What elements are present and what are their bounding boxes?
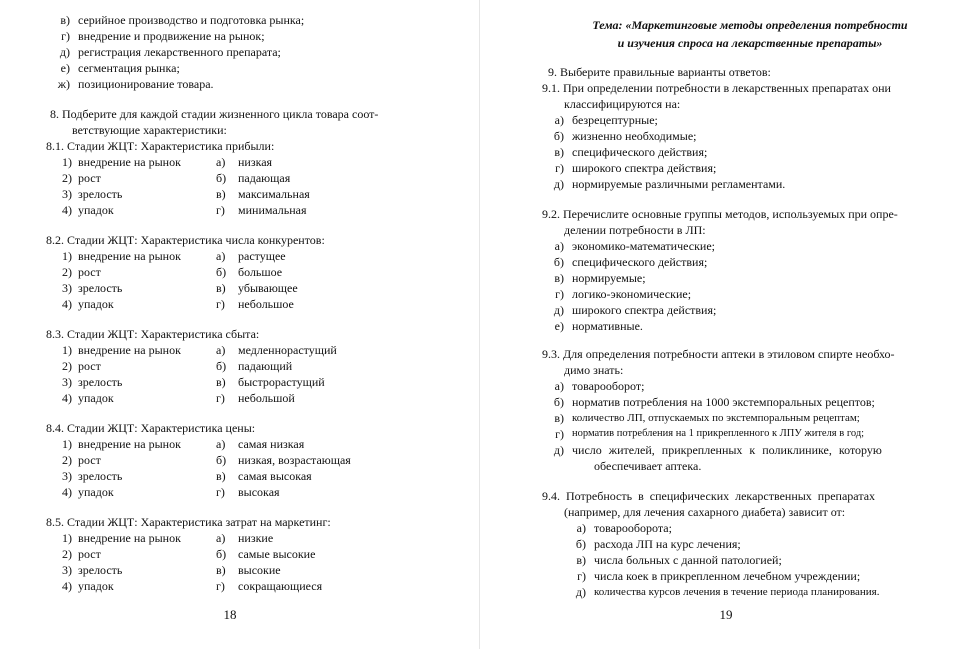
stage-8-4 <box>46 420 426 500</box>
list-item: а) товарооборот; <box>554 379 645 393</box>
list-item: г) числа коек в прикрепленном лечебном учреждении; <box>577 569 861 583</box>
top-list <box>46 12 304 92</box>
list-item: д) количества курсов лечения в течение периода планирования. <box>575 585 880 599</box>
stage-title: 8.5. Стадии ЖЦТ: Характеристика затрат на маркетинг: <box>46 515 331 529</box>
question-9-3: 9.3. Для определения потребности аптеки в этиловом спирте необхо- димо знать: а) товарооборот; б) норматив потребления на 1000 экстемпоральных рецептов; в) количество ЛП, отпускаемых по экстемпоральным рецептам; г) норматив потребления на 1 прикрепленного к ЛПУ жителя в год; д) число жителей, прикрепленных к поликлинике, которую обеспечивает аптека. <box>542 346 920 474</box>
stage-title: 8.4. Стадии ЖЦТ: Характеристика цены: <box>46 421 256 435</box>
question-9-2: 9.2. Перечислите основные группы методов, используемых при опре- делении потребности в ЛП: а) экономико-математические; б) специфического действия; в) нормируемые; г) логико-экономические; д) широкого спектра действия; е) нормативные. <box>542 206 920 334</box>
table-row: 1) внедрение на рынок а) медленнорастущий <box>62 343 337 357</box>
table-row: 3) зрелость в) быстрорастущий <box>62 375 325 389</box>
table-row: 3) зрелость в) убывающее <box>62 281 298 295</box>
table-row: 4) упадок г) небольшой <box>62 391 295 405</box>
list-item: д) нормируемые различными регламентами. <box>553 177 786 191</box>
list-item: в) числа больных с данной патологией; <box>576 553 782 567</box>
table-row: 1) внедрение на рынок а) низкая <box>62 155 273 169</box>
question-9 <box>542 64 920 80</box>
list-item: б) жизненно необходимые; <box>553 129 697 143</box>
theme-title <box>560 16 940 52</box>
list-item: в) нормируемые; <box>554 271 646 285</box>
question-9-4: 9.4. Потребность в специфических лекарственных препаратах (например, для лечения сахарного диабета) зависит от: а) товарооборота; б) расхода ЛП на курс лечения; в) числа больных с данной патологией; г) числа коек в прикрепленном лечебном учреждении; д) количества курсов лечения в течение периода планирования. <box>542 488 920 600</box>
list-item: в) серийное производство и подготовка рынка; <box>60 13 305 27</box>
list-item: е) сегментация рынка; <box>60 61 180 75</box>
list-item: б) специфического действия; <box>553 255 708 269</box>
table-row: 3) зрелость в) самая высокая <box>62 469 312 483</box>
table-row: 2) рост б) низкая, возрастающая <box>62 453 351 467</box>
stage-8-2 <box>46 232 426 312</box>
list-item-continuation: обеспечивает аптека. <box>594 459 702 473</box>
table-row: 4) упадок г) сокращающиеся <box>62 579 323 593</box>
list-item: в) количество ЛП, отпускаемых по экстемпоральным рецептам; <box>554 411 860 425</box>
question-8-line1: 8. Подберите для каждой стадии жизненного цикла товара соот- <box>50 107 379 121</box>
list-item: г) норматив потребления на 1 прикрепленного к ЛПУ жителя в год; <box>555 427 865 441</box>
list-item: д) широкого спектра действия; <box>553 303 717 317</box>
list-item: д) регистрация лекарственного препарата; <box>59 45 281 59</box>
table-row: 2) рост б) падающий <box>62 359 293 373</box>
theme-line-1: Тема: «Маркетинговые методы определения потребности <box>592 18 908 32</box>
question-9-1: 9.1. При определении потребности в лекарственных препаратах они классифицируются на: а) безрецептурные; б) жизненно необходимые; в) специфического действия; г) широкого спектра действия; д) нормируемые различными регламентами. <box>542 80 920 192</box>
list-item: а) товарооборота; <box>576 521 672 535</box>
list-item: ж) позиционирование товара. <box>57 77 214 91</box>
page-number: 19 <box>719 607 733 622</box>
table-row: 4) упадок г) высокая <box>62 485 280 499</box>
stage-title: 8.1. Стадии ЖЦТ: Характеристика прибыли: <box>46 139 275 153</box>
table-row: 2) рост б) большое <box>62 265 283 279</box>
list-item: д) число жителей, прикрепленных к поликлинике, которую <box>553 443 882 457</box>
list-item: г) широкого спектра действия; <box>555 161 717 175</box>
list-item: б) расхода ЛП на курс лечения; <box>575 537 741 551</box>
table-row: 2) рост б) падающая <box>62 171 291 185</box>
table-row: 4) упадок г) небольшое <box>62 297 294 311</box>
page-number: 18 <box>223 607 237 622</box>
stage-8-1 <box>46 138 426 218</box>
list-item: б) норматив потребления на 1000 экстемпоральных рецептов; <box>553 395 875 409</box>
stage-8-5 <box>46 514 426 594</box>
theme-line-2: и изучения спроса на лекарственные препараты» <box>617 36 883 50</box>
list-item: в) специфического действия; <box>554 145 708 159</box>
table-row: 3) зрелость в) максимальная <box>62 187 310 201</box>
table-row: 1) внедрение на рынок а) самая низкая <box>62 437 305 451</box>
stage-8-3 <box>46 326 426 406</box>
list-item: г) внедрение и продвижение на рынок; <box>61 29 265 43</box>
table-row: 1) внедрение на рынок а) растущее <box>62 249 286 263</box>
list-item: г) логико-экономические; <box>555 287 692 301</box>
question-8-line2: ветствующие характеристики: <box>72 123 227 137</box>
table-row: 1) внедрение на рынок а) низкие <box>62 531 274 545</box>
list-item: а) безрецептурные; <box>554 113 658 127</box>
stage-title: 8.3. Стадии ЖЦТ: Характеристика сбыта: <box>46 327 260 341</box>
table-row: 2) рост б) самые высокие <box>62 547 316 561</box>
table-row: 3) зрелость в) высокие <box>62 563 281 577</box>
list-item: е) нормативные. <box>554 319 643 333</box>
list-item: а) экономико-математические; <box>554 239 715 253</box>
question-9-title: 9. Выберите правильные варианты ответов: <box>548 65 771 79</box>
table-row: 4) упадок г) минимальная <box>62 203 307 217</box>
stage-title: 8.2. Стадии ЖЦТ: Характеристика числа конкурентов: <box>46 233 325 247</box>
